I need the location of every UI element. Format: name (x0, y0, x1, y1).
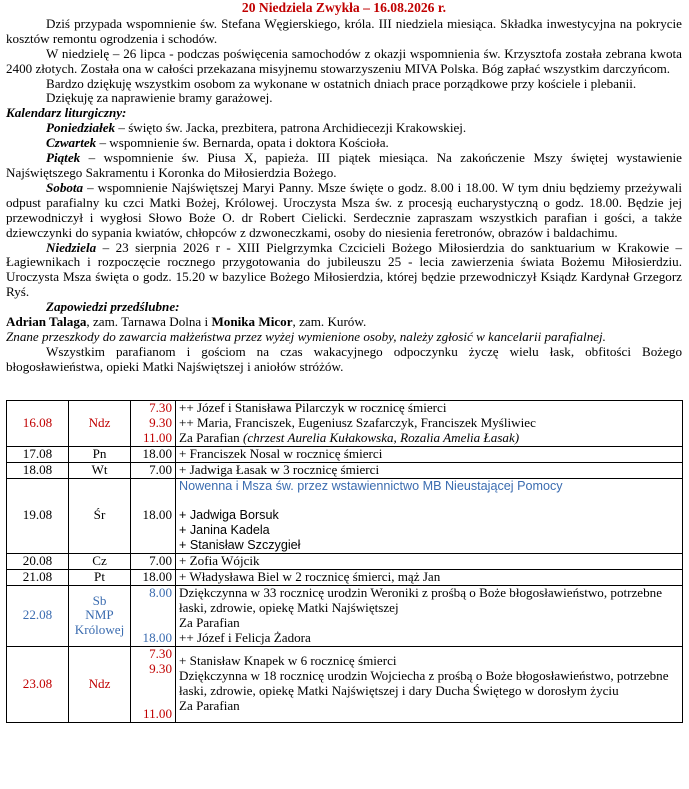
banns-name: Monika Micor (211, 314, 293, 330)
intention: + Stanisław Knapek w 6 rocznicę śmierci (179, 653, 397, 669)
calendar-day: Poniedziałek (46, 120, 116, 136)
table-row (7, 570, 683, 586)
banns-place: , zam. Kurów. (292, 314, 367, 330)
banns-place: , zam. Tarnawa Dolna i (86, 314, 212, 330)
calendar-text: – 23 sierpnia 2026 r - XIII Pielgrzymka Czcicieli Bożego Miłosierdzia do sanktuarium w Krakowie – Łagiewnikach i rozpoczęcie rocznego przygotowania do jubileuszu 25 - lecia zawierzenia świata Bożemu Miłosierdziu. Uroczysta Msza święta o godz. 15.20 w bazylice Bożego Miłosierdzia, której będzie przewodniczył Ksiądz Kardynał Grzegorz Ryś. (6, 239, 682, 300)
day-cell: Ndz (69, 646, 131, 722)
day-cell: Ndz (69, 401, 131, 447)
date-cell: 18.08 (7, 462, 69, 478)
time: 7.30 (149, 645, 172, 661)
intention: Za Parafian (179, 698, 240, 714)
date-cell: 23.08 (7, 646, 69, 722)
feast-label: NMP (85, 607, 114, 623)
calendar-entry (6, 121, 682, 136)
time: 9.30 (149, 660, 172, 676)
spacer (134, 601, 172, 631)
time-cell (131, 646, 176, 722)
table-row (7, 554, 683, 570)
banns-name: Adrian Talaga (6, 314, 87, 330)
intention-cell (176, 585, 683, 646)
banns-note: Znane przeszkody do zawarcia małżeństwa przez wyżej wymienione osoby, należy zgłosić w kancelarii parafialnej. (6, 328, 606, 344)
calendar-entry (6, 181, 682, 241)
intention: ++ Józef i Felicja Żadora (179, 629, 311, 645)
intention: Dziękczynna w 33 rocznicę urodzin Weroniki z prośbą o Boże błogosławieństwo, potrzebne łaski, zdrowie, opiekę Matki Najświętszej (179, 585, 663, 615)
page-title: 20 Niedziela Zwykła – 16.08.2026 r. (241, 0, 447, 15)
intention: ++ Józef i Stanisława Pilarczyk w rocznicę śmierci (179, 400, 447, 415)
announcement: Bardzo dziękuję wszystkim osobom za wykonane w ostatnich dniach prace porządkowe przy kościele i plebanii. (46, 75, 637, 91)
intention: + Jadwiga Borsuk (179, 508, 279, 523)
time-cell (131, 585, 176, 646)
intention: + Stanisław Szczygieł (179, 538, 301, 553)
date-cell: 21.08 (7, 570, 69, 586)
intention-cell: + Jadwiga Łasak w 3 rocznicę śmierci (176, 462, 683, 478)
time-cell (131, 401, 176, 447)
calendar-text: – wspomnienie św. Piusa X, papieża. III piątek miesiąca. Na zakończenie Mszy świętej wystawienie Najświętszego Sakramentu i Koronka do Miłosierdzia Bożego. (6, 150, 682, 180)
time: 11.00 (143, 429, 172, 445)
intention-cell: + Zofia Wójcik (176, 554, 683, 570)
time: 18.00 (142, 629, 172, 645)
intention (179, 431, 679, 446)
announcement: W niedzielę – 26 lipca - podczas poświęcenia samochodów z okazji wspomnienia św. Krzysztofa została zebrana kwota 2400 złotych. Została ona w całości przekazana misyjnemu stowarzyszeniu MIVA Polska. Bóg zapłać wszystkim darczyńcom. (6, 45, 682, 76)
day-cell: Pt (69, 570, 131, 586)
calendar-entry (6, 151, 682, 181)
intention-cell (176, 478, 683, 554)
intention-note: (chrzest Aurelia Kułakowska, Rozalia Amelia Łasak) (242, 429, 520, 445)
table-row (7, 478, 683, 554)
calendar-day: Sobota (46, 179, 84, 195)
intention: ++ Maria, Franciszek, Eugeniusz Szafarczyk, Franciszek Myśliwiec (179, 414, 536, 430)
bulletin-page (6, 0, 682, 375)
time-cell: 7.00 (131, 554, 176, 570)
date-cell: 17.08 (7, 446, 69, 462)
calendar-heading: Kalendarz liturgiczny: (6, 105, 127, 121)
banns-heading: Zapowiedzi przedślubne: (46, 299, 180, 315)
intention-cell (176, 646, 683, 722)
novena-note: Nowenna i Msza św. przez wstawiennictwo MB Nieustającej Pomocy (179, 478, 563, 493)
calendar-entry (6, 136, 682, 151)
intention-cell: + Franciszek Nosal w rocznicę śmierci (176, 446, 683, 462)
time-cell: 18.00 (131, 446, 176, 462)
table-row (7, 646, 683, 722)
announcement: Dziś przypada wspomnienie św. Stefana Węgierskiego, króla. III niedziela miesiąca. Składka inwestycyjna na pokrycie kosztów remontu ogrodzenia i schodów. (6, 15, 682, 46)
table-row (7, 446, 683, 462)
time-cell: 18.00 (131, 478, 176, 554)
date-cell: 19.08 (7, 478, 69, 554)
day-cell: Cz (69, 554, 131, 570)
calendar-day: Piątek (46, 150, 81, 166)
time: 7.30 (149, 400, 172, 415)
time-cell: 18.00 (131, 570, 176, 586)
intention-text: Za Parafian (179, 429, 243, 445)
feast-label: Królowej (74, 622, 125, 638)
table-row (7, 462, 683, 478)
calendar-text: – wspomnienie św. Bernarda, opata i doktora Kościoła. (96, 135, 389, 151)
day-cell: Wt (69, 462, 131, 478)
intention: + Janina Kadela (179, 523, 270, 538)
day-cell: Śr (69, 478, 131, 554)
intention-cell (176, 401, 683, 447)
mass-schedule-table (6, 400, 683, 723)
intention: Dziękczynna w 18 rocznicę urodzin Wojciecha z prośbą o Boże błogosławieństwo, potrzebne łaski, zdrowie, opiekę Matki Najświętszej i dary Ducha Świętego w dorosłym życiu (179, 668, 669, 699)
table-row (7, 585, 683, 646)
day-cell: Pn (69, 446, 131, 462)
time-cell: 7.00 (131, 462, 176, 478)
spacer (134, 677, 172, 707)
date-cell: 16.08 (7, 401, 69, 447)
announcement: Dziękuję za naprawienie bramy garażowej. (46, 90, 273, 106)
closing-wishes: Wszystkim parafianom i gościom na czas wakacyjnego odpoczynku życzę wielu łask, obfitości Bożego błogosławieństwa, opieki Matki Najświętszej i aniołów stróżów. (6, 343, 682, 374)
time: 8.00 (149, 584, 172, 600)
table-row (7, 401, 683, 447)
calendar-entry (6, 241, 682, 301)
date-cell: 20.08 (7, 554, 69, 570)
day-label: Sb (92, 592, 107, 608)
calendar-text: – wspomnienie Najświętszej Maryi Panny. Msze święte o godz. 8.00 i 18.00. W tym dniu będziemy przeżywali odpust parafialny ku czci Matki Bożej, Królowej. Uroczysta Msza św. z procesją eucharystyczną o godz. 18.00. Będzie jej przewodniczył i wygłosi Słowo Boże O. dr Robert Cielicki. Serdecznie zapraszam wszystkich parafian i gości, a także dziewczynki do sypania kwiatów, chłopców z dzwoneczkami, osoby do niesienia feretronów, obrazów i baldachimu. (6, 179, 682, 240)
calendar-day: Czwartek (46, 135, 97, 151)
time: 11.00 (143, 705, 172, 721)
day-cell (69, 585, 131, 646)
time: 9.30 (149, 414, 172, 430)
intention-cell: + Władysława Biel w 2 rocznicę śmierci, mąż Jan (176, 570, 683, 586)
spacer (179, 493, 679, 508)
intention: Za Parafian (179, 614, 240, 630)
calendar-day: Niedziela (46, 239, 97, 255)
calendar-text: – święto św. Jacka, prezbitera, patrona Archidiecezji Krakowskiej. (115, 120, 467, 136)
banns-entry (6, 315, 682, 330)
date-cell: 22.08 (7, 585, 69, 646)
